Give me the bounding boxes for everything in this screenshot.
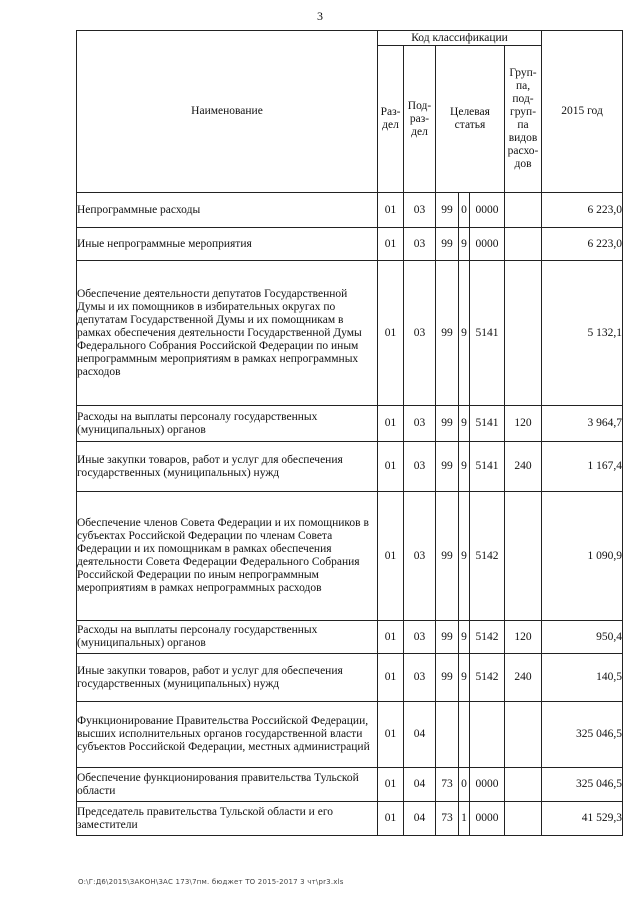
row-podrazdel: 04 [404,702,436,768]
header-row-top [77,31,623,46]
row-sum: 140,5 [542,654,623,702]
row-podrazdel: 04 [404,768,436,802]
row-podrazdel: 03 [404,406,436,442]
row-razdel: 01 [378,492,404,621]
row-name: Функционирование Правительства Российской Федерации, высших исполнительных органов государственной власти субъектов Российской Федерации, местных администраций [77,702,378,768]
row-cs-subprogram: 9 [459,261,470,406]
row-cs-subprogram: 9 [459,406,470,442]
row-cs-program: 99 [436,442,459,492]
row-cs-program: 99 [436,261,459,406]
header-name: Наименование [77,31,378,193]
row-cs-subprogram: 9 [459,492,470,621]
row-sum: 41 529,3 [542,802,623,836]
row-vid-rashodov [505,261,542,406]
row-cs-subprogram [459,702,470,768]
row-sum: 325 046,5 [542,768,623,802]
row-sum: 325 046,5 [542,702,623,768]
table-row [77,654,623,702]
header-razdel: Раз-дел [378,46,404,193]
row-cs-direction: 5141 [470,406,505,442]
row-cs-subprogram: 9 [459,621,470,654]
row-sum: 6 223,0 [542,193,623,228]
row-cs-direction: 5141 [470,261,505,406]
table-row [77,442,623,492]
row-razdel: 01 [378,261,404,406]
row-podrazdel: 03 [404,228,436,261]
row-cs-direction: 0000 [470,228,505,261]
row-sum: 5 132,1 [542,261,623,406]
row-name: Расходы на выплаты персоналу государственных (муниципальных) органов [77,406,378,442]
table-row [77,768,623,802]
row-name: Обеспечение функционирования правительства Тульской области [77,768,378,802]
row-razdel: 01 [378,193,404,228]
row-podrazdel: 03 [404,261,436,406]
row-vid-rashodov [505,228,542,261]
table-row [77,621,623,654]
row-sum: 1 090,9 [542,492,623,621]
row-vid-rashodov: 120 [505,621,542,654]
row-vid-rashodov [505,768,542,802]
row-name: Председатель правительства Тульской области и его заместители [77,802,378,836]
row-cs-direction: 5142 [470,621,505,654]
row-cs-direction: 0000 [470,193,505,228]
row-vid-rashodov [505,702,542,768]
row-cs-direction: 0000 [470,802,505,836]
row-cs-program: 99 [436,193,459,228]
header-podrazdel: Под-раз-дел [404,46,436,193]
row-cs-subprogram: 9 [459,654,470,702]
row-name: Иные закупки товаров, работ и услуг для обеспечения государственных (муниципальных) нужд [77,442,378,492]
row-cs-subprogram: 9 [459,442,470,492]
row-cs-program: 99 [436,621,459,654]
table-row [77,193,623,228]
row-cs-direction: 5142 [470,492,505,621]
page-number: 3 [317,9,323,23]
row-razdel: 01 [378,654,404,702]
row-cs-program [436,702,459,768]
row-vid-rashodov: 240 [505,654,542,702]
row-razdel: 01 [378,768,404,802]
row-podrazdel: 03 [404,621,436,654]
row-cs-subprogram: 0 [459,768,470,802]
row-name: Расходы на выплаты персоналу государственных (муниципальных) органов [77,621,378,654]
row-cs-program: 73 [436,802,459,836]
budget-table [76,30,623,836]
row-cs-subprogram: 9 [459,228,470,261]
row-cs-subprogram: 1 [459,802,470,836]
row-vid-rashodov: 120 [505,406,542,442]
row-cs-subprogram: 0 [459,193,470,228]
row-podrazdel: 04 [404,802,436,836]
table-row [77,261,623,406]
row-cs-direction [470,702,505,768]
row-cs-program: 99 [436,654,459,702]
row-name: Обеспечение деятельности депутатов Государственной Думы и их помощников в избирательных округах по депутатам Государственной Думы и их помощникам в рамках обеспечения деятельности Государственной Думы Федерального Собрания Российской Федерации по иным непрограммным мероприятиям в рамках непрограммных расходов [77,261,378,406]
row-name: Обеспечение членов Совета Федерации и их помощников в субъектах Российской Федерации по членам Совета Федерации и их помощникам в рамках обеспечения деятельности Совета Федерации Федерального Собрания Российской Федерации по иным непрограммным мероприятиям в рамках непрограммных расходов [77,492,378,621]
table-row [77,702,623,768]
row-cs-program: 99 [436,406,459,442]
header-year: 2015 год [542,31,623,193]
row-sum: 950,4 [542,621,623,654]
row-podrazdel: 03 [404,492,436,621]
row-name: Непрограммные расходы [77,193,378,228]
row-razdel: 01 [378,228,404,261]
row-podrazdel: 03 [404,442,436,492]
row-cs-program: 99 [436,228,459,261]
header-gruppa-vidov: Груп-па, под-груп-па видов расхо-дов [505,46,542,193]
table-row [77,406,623,442]
table-row [77,802,623,836]
row-sum: 1 167,4 [542,442,623,492]
row-razdel: 01 [378,702,404,768]
file-path-footer: O:\Г:Д6\2015\ЗАКОН\ЗАС 173\7пм. бюджет ТО 2015-2017 3 чт\pr3.xls [78,878,344,886]
table-row [77,492,623,621]
row-podrazdel: 03 [404,193,436,228]
row-cs-program: 99 [436,492,459,621]
row-razdel: 01 [378,802,404,836]
row-cs-direction: 5142 [470,654,505,702]
row-sum: 6 223,0 [542,228,623,261]
row-cs-direction: 5141 [470,442,505,492]
row-sum: 3 964,7 [542,406,623,442]
row-vid-rashodov [505,802,542,836]
row-cs-program: 73 [436,768,459,802]
row-podrazdel: 03 [404,654,436,702]
row-vid-rashodov [505,492,542,621]
row-name: Иные закупки товаров, работ и услуг для обеспечения государственных (муниципальных) нужд [77,654,378,702]
row-vid-rashodov [505,193,542,228]
row-vid-rashodov: 240 [505,442,542,492]
table-row [77,228,623,261]
row-name: Иные непрограммные мероприятия [77,228,378,261]
row-cs-direction: 0000 [470,768,505,802]
row-razdel: 01 [378,406,404,442]
row-razdel: 01 [378,621,404,654]
header-code-group: Код классификации [378,31,542,46]
header-celevaya-statya: Целевая статья [436,46,505,193]
row-razdel: 01 [378,442,404,492]
